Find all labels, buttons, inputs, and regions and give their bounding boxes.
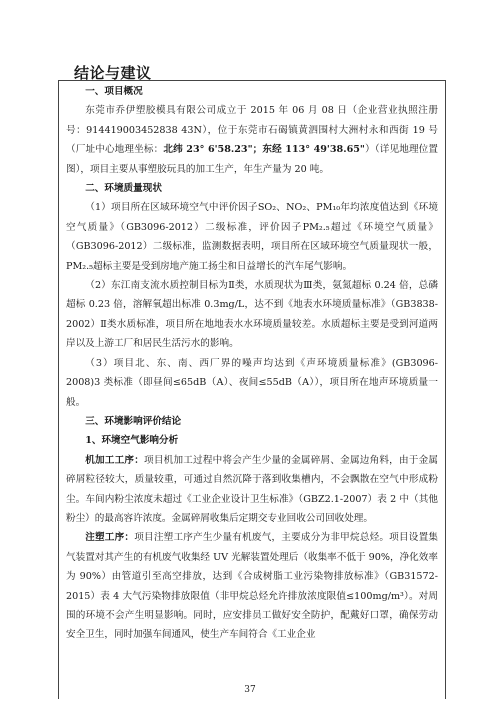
overview-coordinates: 北纬 23° 6'58.23"；东经 113° 49'38.65" [163, 144, 365, 156]
paragraph-machining [66, 451, 438, 529]
injection-lead: 注塑工序： [85, 532, 135, 544]
paragraph-noise: （3）项目北、东、南、西厂界的噪声均达到《声环境质量标准》(GB3096-2008)3 类标准（即昼间≤65dB（A）、夜间≤55dB（A）），项目所在地声环境质量一般。 [66, 357, 438, 408]
paragraph-project-overview [66, 101, 438, 179]
machining-lead: 机加工工序： [85, 454, 145, 466]
content-body [66, 82, 438, 645]
page-number: 37 [244, 685, 256, 695]
paragraph-water-quality: （2）东江南支流水质控制目标为Ⅱ类，水质现状为Ⅲ类，氨氮超标 0.24 倍，总磷超标 0.23 倍，溶解氧超出标准 0.3mg/L，达不到《地表水环境质量标准》（GB3838-2002）Ⅱ类水质标准，项目所在地地表水水环境质量较差。水质超标主要是受到河道两岸以及上游工厂和居民生活污水的影响。 [66, 280, 438, 350]
overview-text-b: ）（详见地理位置图），项目主要从事塑胶玩具的加工生产，年生产量为 20 吨。 [66, 144, 439, 175]
machining-body: 项目机加工过程中将会产生少量的金属碎屑、金属边角料，由于金属碎屑粒径较大，质量较重，可通过自然沉降于落到收集槽内，不会飘散在空气中形成粉尘。车间内粉尘浓度未超过《工业企业设计卫生标准》（GBZ2.1-2007）表 2 中（其他粉尘）的最高容许浓度。金属碎屑收集后定期交专业回收公司回收处理。 [66, 454, 439, 524]
paragraph-injection [66, 528, 438, 644]
paragraph-air-quality: （1）项目所在区域环境空气中评价因子SO₂、NO₂、PM₁₀年均浓度值达到《环境空气质量》（GB3096-2012）二级标准，评价因子PM₂.₅超过《环境空气质量》（GB3096-2012）二级标准，监测数据表明，项目所在区域环境空气质量现状一般，PM₂.₅超标主要是受到房地产施工扬尘和日益增长的汽车尾气影响。 [66, 202, 438, 272]
injection-body: 项目注塑工序产生少量有机废气，主要成分为非甲烷总烃。项目设置集气装置对其产生的有机废气收集经 UV 光解装置处理后（收集率不低于 90%，净化效率为 90%）由管道引至高空排放，达到《合成树脂工业污染物排放标准》（GB31572-2015）表 4 大气污染物排放限值（非甲烷总烃允许排放浓度限值≤100mg/m³）。对周围的环境不会产生明显影响。同时，应安排员工做好安全防护，配戴好口罩，确保劳动安全卫生，同时加强车间通风，使生产车间符合《工业企业 [66, 532, 438, 641]
section-title-impact-conclusion: 三、环境影响评价结论 [85, 415, 182, 427]
overview-text-a: 东莞市乔伊塑胶模具有限公司成立于 2015 年 06 月 08 日（企业营业执照注册号：914419003452838 43N），位于东莞市石碣镇黄泗围村大洲村永和西街 19 号（厂址中心地理坐标： [66, 105, 438, 156]
subsection-title-air-impact: 1、环境空气影响分析 [85, 435, 179, 447]
section-title-project-overview: 一、项目概况 [85, 86, 143, 97]
section-title-environment-status: 二、环境质量现状 [85, 183, 162, 195]
section-heading: 结论与建议 [74, 64, 152, 82]
